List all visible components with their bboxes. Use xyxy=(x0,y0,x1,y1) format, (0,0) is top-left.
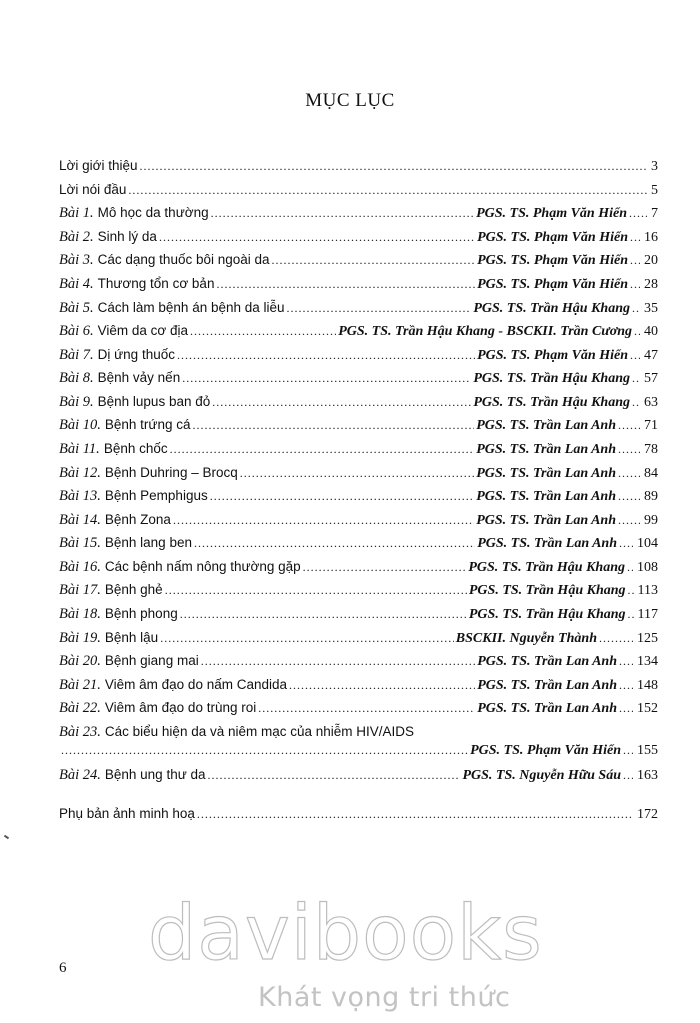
entry-page: 99 xyxy=(644,513,658,528)
dot-leader xyxy=(619,701,633,716)
dot-leader xyxy=(628,607,634,622)
entry-number: Bài 7. xyxy=(59,347,94,363)
entry-number: Bài 23. xyxy=(59,724,101,740)
dot-leader xyxy=(618,513,640,528)
entry-label: Cách làm bệnh án bệnh da liễu xyxy=(97,300,285,315)
entry-label: Sinh lý da xyxy=(97,229,157,244)
dot-leader xyxy=(208,768,461,783)
entry-page: 63 xyxy=(644,395,658,410)
toc-entry-bai-12[interactable] xyxy=(59,465,658,485)
entry-page: 125 xyxy=(637,631,658,646)
toc-entry-bai-6[interactable] xyxy=(59,323,658,343)
entry-number: Bài 17. xyxy=(59,582,101,598)
dot-leader xyxy=(619,678,633,693)
dot-leader xyxy=(201,654,476,669)
entry-page: 16 xyxy=(644,230,658,245)
entry-author: PGS. TS. Phạm Văn Hiển xyxy=(476,206,627,221)
toc-entry-bai-8[interactable] xyxy=(59,370,658,390)
entry-author: PGS. TS. Trần Lan Anh xyxy=(477,678,617,693)
toc-entry-bai-11[interactable] xyxy=(59,441,658,461)
entry-author: PGS. TS. Phạm Văn Hiển xyxy=(477,253,628,268)
entry-page: 5 xyxy=(651,183,658,198)
entry-page: 57 xyxy=(644,371,658,386)
entry-author: PGS. TS. Trần Hậu Khang xyxy=(468,583,626,598)
entry-author: PGS. TS. Trần Lan Anh xyxy=(476,418,616,433)
watermark-brand: davibooks xyxy=(148,888,543,977)
toc-entry-bai-4[interactable] xyxy=(59,276,658,296)
toc-entry-phu-ban[interactable] xyxy=(59,806,658,826)
entry-label: Bệnh Duhring – Brocq xyxy=(104,465,238,480)
dot-leader xyxy=(619,654,633,669)
entry-author: PGS. TS. Trần Hậu Khang xyxy=(473,301,630,316)
entry-page: 28 xyxy=(644,277,658,292)
entry-label: Các biểu hiện da và niêm mạc của nhiễm HIV/AIDS xyxy=(104,724,415,739)
dot-leader xyxy=(194,536,475,551)
entry-page: 84 xyxy=(644,466,658,481)
entry-page: 148 xyxy=(637,678,658,693)
entry-author: PGS. TS. Trần Hậu Khang xyxy=(468,560,625,575)
dot-leader xyxy=(623,743,633,758)
entry-number: Bài 9. xyxy=(59,394,94,410)
dot-leader xyxy=(61,743,468,758)
entry-label: Bệnh vảy nến xyxy=(97,370,181,385)
toc-entry-bai-23-title[interactable] xyxy=(59,724,658,744)
dot-leader xyxy=(630,348,640,363)
entry-number: Bài 1. xyxy=(59,205,94,221)
toc-entry-bai-22[interactable] xyxy=(59,700,658,720)
dot-leader xyxy=(211,206,474,221)
entry-page: 78 xyxy=(644,442,658,457)
entry-label: Bệnh trứng cá xyxy=(104,417,191,432)
entry-number: Bài 14. xyxy=(59,512,101,528)
entry-page: 104 xyxy=(637,536,658,551)
toc-entry-loi-gioi-thieu[interactable] xyxy=(59,158,658,178)
dot-leader xyxy=(170,442,475,457)
toc-entry-bai-14[interactable] xyxy=(59,512,658,532)
entry-label: Bệnh phong xyxy=(104,606,178,621)
entry-author: PGS. TS. Trần Hậu Khang xyxy=(468,607,626,622)
dot-leader xyxy=(630,230,640,245)
entry-label: Bệnh giang mai xyxy=(104,653,199,668)
entry-page: 3 xyxy=(651,159,658,174)
entry-page: 155 xyxy=(637,743,658,758)
entry-number: Bài 13. xyxy=(59,488,101,504)
toc-entry-loi-noi-dau[interactable] xyxy=(59,182,658,202)
entry-label: Dị ứng thuốc xyxy=(97,347,175,362)
watermark-slogan: Khát vọng tri thức xyxy=(258,982,511,1013)
toc-entry-bai-10[interactable] xyxy=(59,417,658,437)
entry-label: Bệnh Pemphigus xyxy=(104,488,208,503)
toc-entry-bai-9[interactable] xyxy=(59,394,658,414)
toc-entry-bai-18[interactable] xyxy=(59,606,658,626)
entry-label: Bệnh chốc xyxy=(103,441,168,456)
dot-leader xyxy=(627,560,633,575)
entry-page: 7 xyxy=(651,206,658,221)
dot-leader xyxy=(634,324,640,339)
entry-author: PGS. TS. Nguyễn Hữu Sáu xyxy=(462,768,621,783)
entry-page: 47 xyxy=(644,348,658,363)
dot-leader xyxy=(632,371,640,386)
toc-entry-bai-3[interactable] xyxy=(59,252,658,272)
entry-label: Thương tổn cơ bản xyxy=(97,276,215,291)
entry-label: Bệnh Zona xyxy=(104,512,171,527)
toc-entry-bai-2[interactable] xyxy=(59,229,658,249)
entry-author: PGS. TS. Phạm Văn Hiển xyxy=(477,277,628,292)
dot-leader xyxy=(272,253,476,268)
toc-entry-bai-5[interactable] xyxy=(59,300,658,320)
entry-number: Bài 6. xyxy=(59,323,94,339)
entry-page: 134 xyxy=(637,654,658,669)
dot-leader xyxy=(240,466,474,481)
entry-label: Lời giới thiệu xyxy=(59,158,138,173)
entry-number: Bài 4. xyxy=(59,276,94,292)
entry-author: PGS. TS. Trần Lan Anh xyxy=(476,513,616,528)
entry-page: 40 xyxy=(644,324,658,339)
entry-author: PGS. TS. Trần Lan Anh xyxy=(476,466,616,481)
entry-number: Bài 5. xyxy=(59,300,94,316)
dot-leader xyxy=(190,324,336,339)
entry-page: 152 xyxy=(637,701,658,716)
toc-entry-bai-24[interactable] xyxy=(59,767,658,787)
entry-page: 113 xyxy=(637,583,658,598)
entry-number: Bài 20. xyxy=(59,653,101,669)
entry-label: Bệnh lậu xyxy=(104,630,159,645)
entry-label: Viêm âm đạo do nấm Candida xyxy=(104,677,288,692)
toc-entry-bai-1[interactable] xyxy=(59,205,658,225)
toc-entry-bai-23-author[interactable] xyxy=(59,743,658,763)
dot-leader xyxy=(618,489,640,504)
entry-author: PGS. TS. Trần Hậu Khang - BSCKII. Trần Cương xyxy=(338,324,632,339)
entry-page: 20 xyxy=(644,253,658,268)
dot-leader xyxy=(180,607,467,622)
dot-leader xyxy=(619,536,633,551)
dot-leader xyxy=(258,701,475,716)
entry-label: Các dạng thuốc bôi ngoài da xyxy=(97,252,270,267)
entry-author: BSCKII. Nguyễn Thành xyxy=(455,631,597,646)
dot-leader xyxy=(177,348,475,363)
entry-number: Bài 19. xyxy=(59,630,101,646)
entry-author: PGS. TS. Trần Lan Anh xyxy=(476,489,616,504)
dot-leader xyxy=(630,277,640,292)
dot-leader xyxy=(303,560,467,575)
dot-leader xyxy=(210,489,475,504)
dot-leader xyxy=(212,395,471,410)
entry-author: PGS. TS. Trần Lan Anh xyxy=(477,654,617,669)
dot-leader xyxy=(192,418,474,433)
entry-page: 35 xyxy=(644,301,658,316)
dot-leader xyxy=(159,230,475,245)
dot-leader xyxy=(632,301,640,316)
entry-label: Bệnh ung thư da xyxy=(104,767,206,782)
dot-leader xyxy=(618,466,640,481)
entry-page: 89 xyxy=(644,489,658,504)
entry-author: PGS. TS. Phạm Văn Hiển xyxy=(477,230,628,245)
entry-page: 108 xyxy=(637,560,658,575)
dot-leader xyxy=(182,371,471,386)
toc-entry-bai-13[interactable] xyxy=(59,488,658,508)
entry-number: Bài 15. xyxy=(59,535,101,551)
toc-entry-bai-19[interactable] xyxy=(59,630,658,650)
entry-page: 117 xyxy=(637,607,658,622)
dot-leader xyxy=(629,206,647,221)
dot-leader xyxy=(618,418,640,433)
entry-label: Phụ bản ảnh minh hoạ xyxy=(59,806,195,821)
dot-leader xyxy=(618,442,640,457)
entry-label: Mô học da thường xyxy=(97,205,209,220)
entry-page: 163 xyxy=(637,768,658,783)
entry-label: Lời nói đầu xyxy=(59,182,127,197)
dot-leader xyxy=(160,631,454,646)
entry-author: PGS. TS. Trần Lan Anh xyxy=(476,442,616,457)
dot-leader xyxy=(628,583,634,598)
dot-leader xyxy=(289,678,475,693)
entry-label: Viêm âm đạo do trùng roi xyxy=(104,700,257,715)
dot-leader xyxy=(140,159,648,174)
dot-leader xyxy=(165,583,467,598)
toc-entry-bai-20[interactable] xyxy=(59,653,658,673)
toc-entry-bai-15[interactable] xyxy=(59,535,658,555)
entry-number: Bài 3. xyxy=(59,252,94,268)
entry-label: Các bệnh nấm nông thường gặp xyxy=(104,559,301,574)
dot-leader xyxy=(216,277,475,292)
entry-author: PGS. TS. Phạm Văn Hiển xyxy=(470,743,621,758)
dot-leader xyxy=(197,807,633,822)
dot-leader xyxy=(173,513,474,528)
entry-page: 172 xyxy=(637,807,658,822)
entry-number: Bài 24. xyxy=(59,767,101,783)
entry-label: Bệnh lang ben xyxy=(104,535,192,550)
entry-label: Bệnh ghẻ xyxy=(104,582,163,597)
entry-author: PGS. TS. Trần Lan Anh xyxy=(477,536,617,551)
entry-author: PGS. TS. Trần Lan Anh xyxy=(477,701,617,716)
dot-leader xyxy=(128,183,647,198)
entry-number: Bài 18. xyxy=(59,606,101,622)
dot-leader xyxy=(630,253,640,268)
page-number: 6 xyxy=(59,960,67,976)
entry-number: Bài 21. xyxy=(59,677,101,693)
toc-entry-bai-21[interactable] xyxy=(59,677,658,697)
dot-leader xyxy=(632,395,640,410)
entry-label: Bệnh lupus ban đỏ xyxy=(97,394,211,409)
toc-title: MỤC LỤC xyxy=(305,90,395,111)
entry-label: Viêm da cơ địa xyxy=(97,323,189,338)
dot-leader xyxy=(599,631,633,646)
entry-author: PGS. TS. Trần Hậu Khang xyxy=(473,371,630,386)
entry-number: Bài 8. xyxy=(59,370,94,386)
entry-number: Bài 22. xyxy=(59,700,101,716)
toc-entry-bai-17[interactable] xyxy=(59,582,658,602)
entry-number: Bài 11. xyxy=(59,441,100,457)
entry-number: Bài 12. xyxy=(59,465,101,481)
toc-entry-bai-16[interactable] xyxy=(59,559,658,579)
entry-author: PGS. TS. Trần Hậu Khang xyxy=(473,395,630,410)
entry-number: Bài 16. xyxy=(59,559,101,575)
scan-mark xyxy=(4,835,9,840)
toc-entry-bai-7[interactable] xyxy=(59,347,658,367)
entry-number: Bài 10. xyxy=(59,417,101,433)
dot-leader xyxy=(623,768,633,783)
entry-author: PGS. TS. Phạm Văn Hiển xyxy=(477,348,628,363)
dot-leader xyxy=(287,301,472,316)
entry-page: 71 xyxy=(644,418,658,433)
entry-number: Bài 2. xyxy=(59,229,94,245)
